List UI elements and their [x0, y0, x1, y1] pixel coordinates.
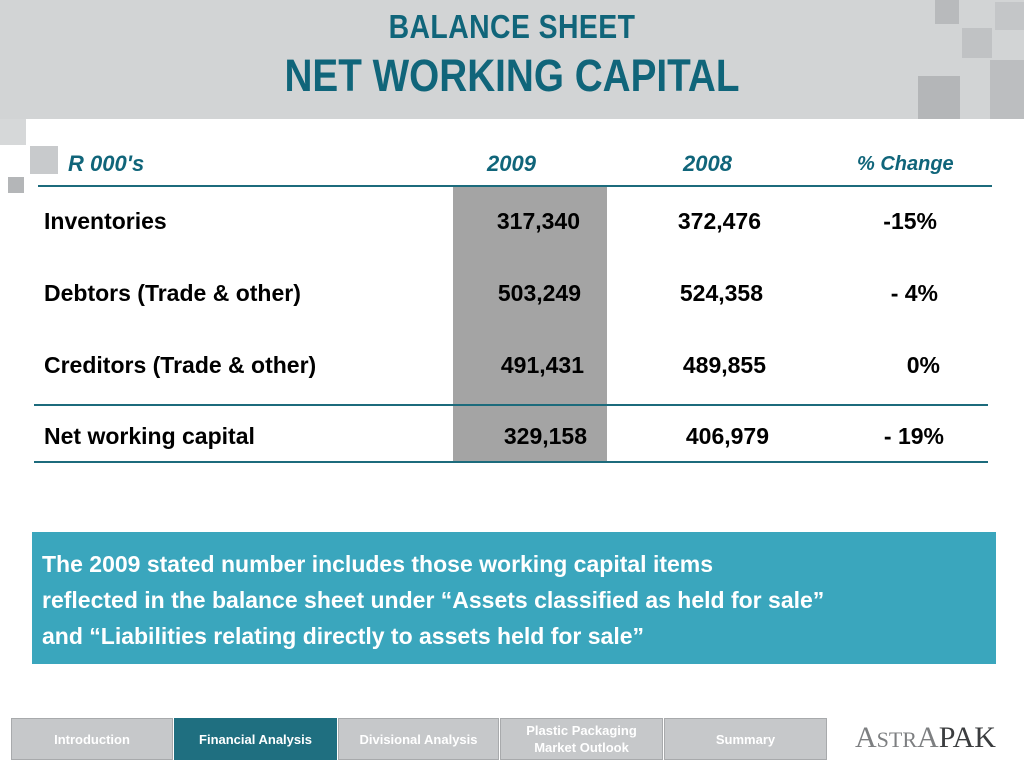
note-line: and “Liabilities relating directly to assets held for sale”	[42, 623, 645, 649]
column-header-change: % Change	[857, 153, 954, 175]
cell-2008-debtors: 524,358	[679, 280, 763, 306]
row-label-inventories: Inventories	[44, 208, 167, 234]
nav-tab-label: Introduction	[54, 731, 130, 747]
total-rule-bottom	[34, 461, 988, 463]
cell-change-inventories: -15%	[883, 208, 937, 234]
nav-tab-divisional-analysis[interactable]	[338, 718, 499, 760]
cell-2008-creditors: 489,855	[682, 352, 766, 378]
nav-tab-label: Plastic Packaging Market Outlook	[526, 723, 637, 755]
cell-change-creditors: 0%	[906, 352, 940, 378]
page-subtitle: BALANCE SHEET	[388, 8, 636, 45]
decor-square	[990, 60, 1024, 119]
cell-2009-inventories: 317,340	[496, 208, 580, 234]
cell-2009-net-working-capital: 329,158	[503, 423, 587, 449]
nav-tab-plastic-packaging-market-outlook[interactable]	[500, 718, 663, 760]
decor-square	[30, 146, 58, 174]
column-header-2008: 2008	[683, 151, 732, 176]
nav-tab-introduction[interactable]	[11, 718, 173, 760]
nav-tab-label: Summary	[715, 731, 776, 747]
nav-tab-summary[interactable]	[664, 718, 827, 760]
cell-change-net-working-capital: - 19%	[883, 423, 944, 449]
page-title: NET WORKING CAPITAL	[284, 50, 740, 101]
cell-change-debtors: - 4%	[890, 280, 938, 306]
decor-square	[962, 28, 992, 58]
note-box	[32, 532, 996, 664]
row-label-debtors: Debtors (Trade & other)	[44, 280, 301, 306]
row-label-net-working-capital: Net working capital	[44, 423, 255, 449]
column-header-units: R 000's	[68, 151, 145, 176]
decor-square	[0, 119, 26, 145]
note-line: reflected in the balance sheet under “Assets classified as held for sale”	[42, 587, 825, 613]
nav-tab-label: Financial Analysis	[199, 731, 312, 747]
nav-tab-label: Divisional Analysis	[359, 731, 478, 747]
note-line: The 2009 stated number includes those working capital items	[42, 551, 714, 577]
cell-2009-creditors: 491,431	[500, 352, 584, 378]
decor-square	[995, 2, 1024, 30]
column-header-2009: 2009	[487, 151, 536, 176]
total-rule-top	[34, 404, 988, 406]
cell-2008-net-working-capital: 406,979	[685, 423, 769, 449]
decor-square	[8, 177, 24, 193]
header-rule	[38, 185, 992, 187]
note-text	[42, 546, 996, 654]
astrapak-logo: ASTRAPAK	[855, 721, 996, 754]
nav-tab-financial-analysis[interactable]	[174, 718, 337, 760]
cell-2008-inventories: 372,476	[677, 208, 761, 234]
cell-2009-debtors: 503,249	[497, 280, 581, 306]
row-label-creditors: Creditors (Trade & other)	[44, 352, 317, 378]
